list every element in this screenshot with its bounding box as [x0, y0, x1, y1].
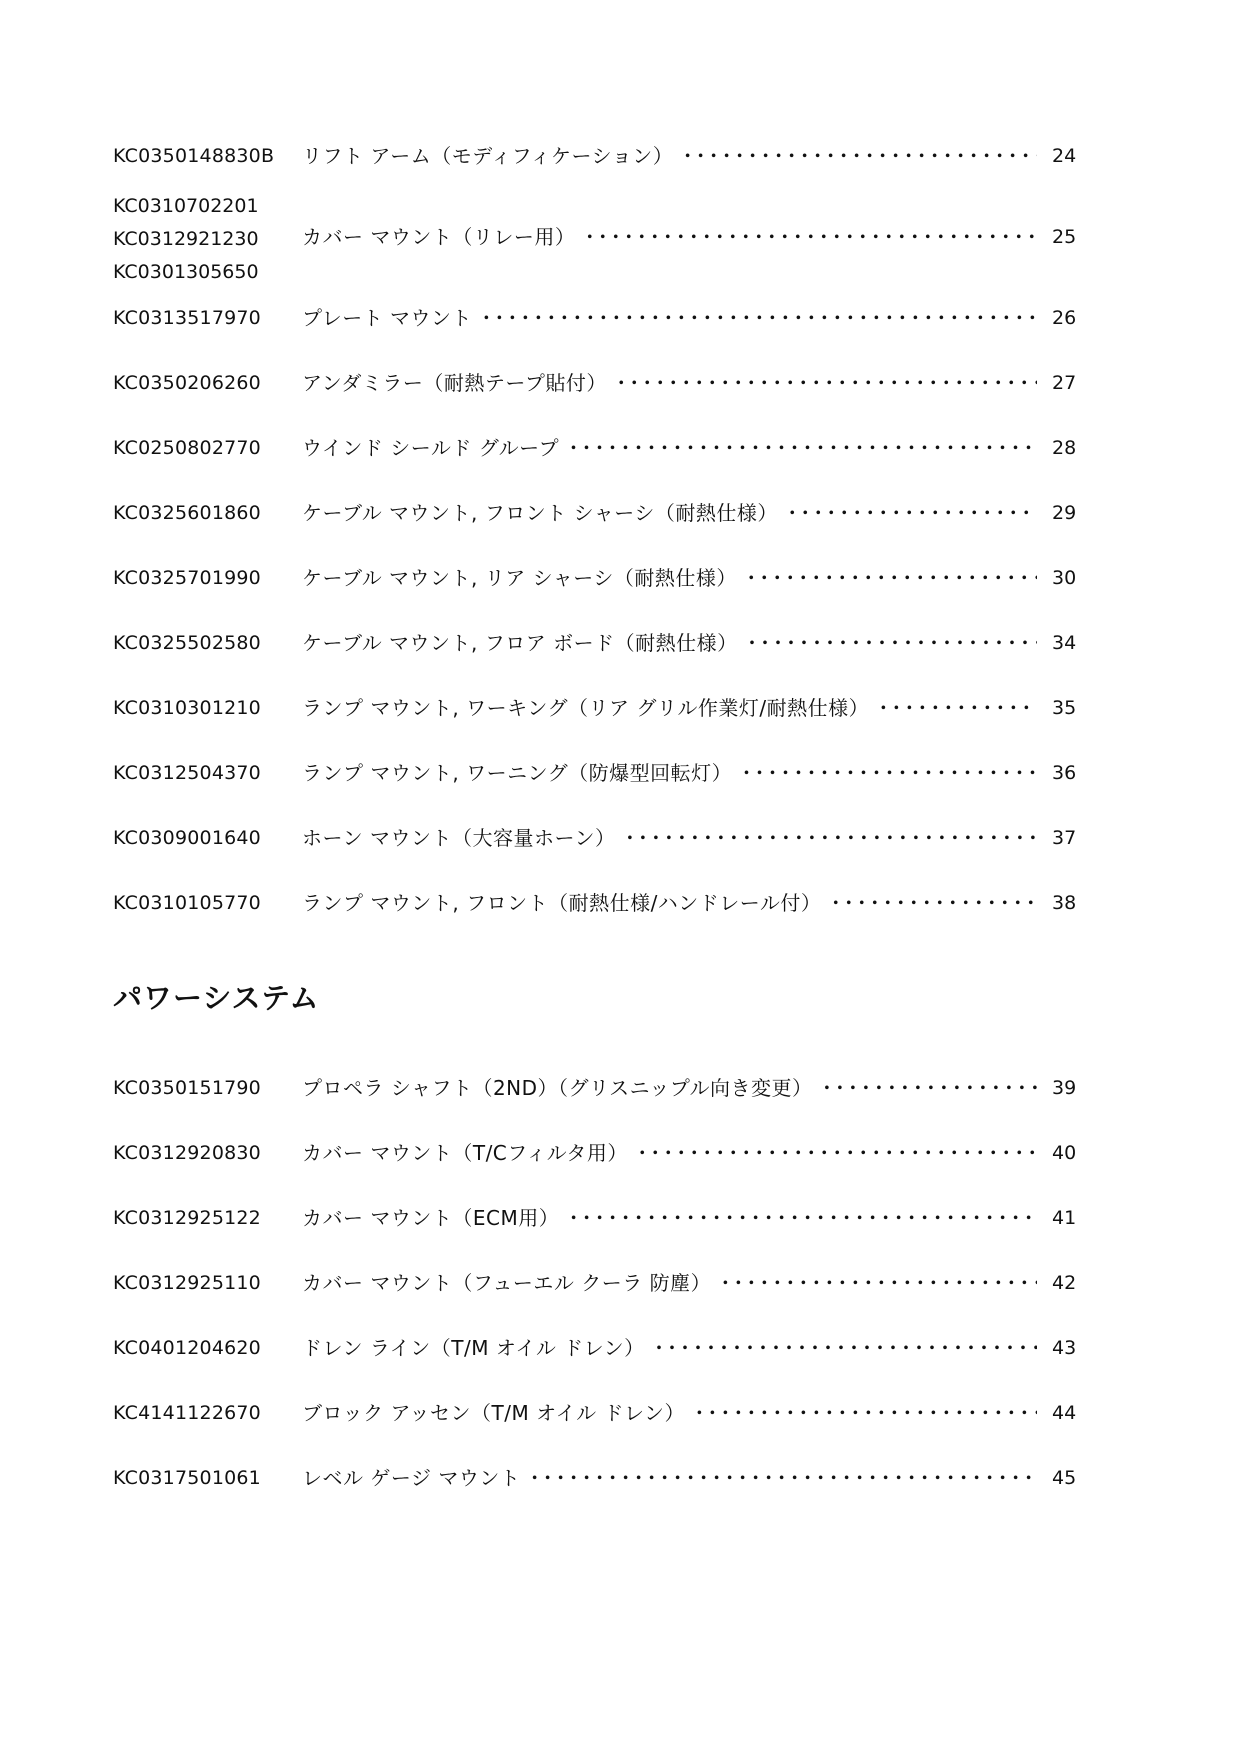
page-number: 26 [1052, 307, 1077, 329]
list-item [0, 368, 1241, 398]
part-description: ケーブル マウント, フロア ボード（耐熱仕様） ･･････････････････････････････････････････････････････････････････････････････････････････････････････････ [302, 628, 1037, 658]
part-description: ケーブル マウント, リア シャーシ（耐熱仕様） ･･････････････････････････････････････････････････････････････････････････････････････････････････････････ [302, 563, 1037, 593]
part-number: KC0325701990 [113, 567, 261, 589]
part-number: KC0312920830 [113, 1142, 261, 1164]
part-number: KC0350151790 [113, 1077, 261, 1099]
part-description: ブロック アッセン（T/M オイル ドレン） ･･････････････････････････････････････････････････････････････････････････････････････････････････････････ [302, 1398, 1037, 1428]
list-item [0, 433, 1241, 463]
list-item [0, 823, 1241, 853]
section-heading: パワーシステム [113, 981, 320, 1015]
part-description: ホーン マウント（大容量ホーン） ･･････････････････････････････････････････････････････････････････････････････････････････････････････････ [302, 823, 1037, 853]
part-description: ウインド シールド グループ ･･････････････････････････････････････････････････････････････････････････････････････････････････････････ [302, 433, 1037, 463]
page-number: 36 [1052, 762, 1077, 784]
part-number: KC0350206260 [113, 372, 261, 394]
page-number: 37 [1052, 827, 1077, 849]
part-description: カバー マウント（ECM用） ･･････････････････････････････････････････････････････････････････････････････････････････････････････････ [302, 1203, 1037, 1233]
part-number: KC0301305650 [113, 261, 259, 283]
page-number: 41 [1052, 1207, 1077, 1229]
list-item [0, 1333, 1241, 1363]
part-number: KC0325502580 [113, 632, 261, 654]
list-item [0, 1268, 1241, 1298]
part-number: KC0401204620 [113, 1337, 261, 1359]
part-number: KC0312921230 [113, 228, 259, 250]
part-number: KC0313517970 [113, 307, 261, 329]
part-number: KC0350148830B [113, 145, 275, 167]
part-number: KC0317501061 [113, 1467, 261, 1489]
part-description: ケーブル マウント, フロント シャーシ（耐熱仕様） ･･････････････････････････････････････････････････････････････････････････････････････････････････････････ [302, 498, 1037, 528]
page-number: 35 [1052, 697, 1077, 719]
list-item [0, 693, 1241, 723]
part-number: KC0310702201 [113, 195, 259, 217]
list-item [0, 563, 1241, 593]
part-number: KC0250802770 [113, 437, 261, 459]
part-description: レベル ゲージ マウント ･･････････････････････････････････････････････････････････････････････････････････････････････････････････ [302, 1463, 1037, 1493]
page-number: 30 [1052, 567, 1077, 589]
page-number: 34 [1052, 632, 1077, 654]
part-number: KC4141122670 [113, 1402, 261, 1424]
page-number: 24 [1052, 145, 1077, 167]
part-description: ランプ マウント, ワーニング（防爆型回転灯） ･･････････････････････････････････････････････････････････････････････････････････････････････････････････ [302, 758, 1037, 788]
part-description: リフト アーム（モディフィケーション） ･･････････････････････････････････････････････････････････････････････････････････････････････････････････ [302, 141, 1037, 171]
list-item [0, 628, 1241, 658]
part-number: KC0325601860 [113, 502, 261, 524]
list-item [0, 888, 1241, 918]
page-number: 25 [1052, 226, 1077, 248]
part-description: カバー マウント（T/Cフィルタ用） ･･････････････････････････････････････････････････････････････････････････････････････････････････････････ [302, 1138, 1037, 1168]
part-number: KC0312925110 [113, 1272, 261, 1294]
page-number: 43 [1052, 1337, 1077, 1359]
part-description: アンダミラー（耐熱テープ貼付） ･･････････････････････････････････････････････････････････････････････････････････････････････････････････ [302, 368, 1037, 398]
part-description: ランプ マウント, フロント（耐熱仕様/ハンドレール付） ･･････････････････････････････････････････････････････････････････････････････････････････････････････････ [302, 888, 1037, 918]
list-item [0, 141, 1241, 171]
part-description: プロペラ シャフト（2ND）（グリスニップル向き変更） ･･････････････････････････････････････････････････････････････････････････････････････････････････････････ [302, 1073, 1037, 1103]
part-number: KC0310105770 [113, 892, 261, 914]
part-number: KC0312504370 [113, 762, 261, 784]
list-item [0, 1398, 1241, 1428]
page-number: 38 [1052, 892, 1077, 914]
part-number: KC0312925122 [113, 1207, 261, 1229]
page-number: 27 [1052, 372, 1077, 394]
part-description: カバー マウント（リレー用） ･･････････････････････････････････････････････････････････････････････････････････････････････････････････ [302, 222, 1037, 252]
list-item [0, 758, 1241, 788]
part-description: カバー マウント（フューエル クーラ 防塵） ･･････････････････････････････････････････････････････････････････････････････････････････････････････････ [302, 1268, 1037, 1298]
list-item [0, 1073, 1241, 1103]
part-description: ランプ マウント, ワーキング（リア グリル作業灯/耐熱仕様） ･･････････････････････････････････････････････････････････････････････････････････････････････････････････ [302, 693, 1037, 723]
page-number: 28 [1052, 437, 1077, 459]
part-description: プレート マウント ･･････････････････････････････････････････････････････････････････････････････････････････････････････････ [302, 303, 1037, 333]
page-number: 40 [1052, 1142, 1077, 1164]
part-number: KC0310301210 [113, 697, 261, 719]
page-number: 29 [1052, 502, 1077, 524]
page-number: 42 [1052, 1272, 1077, 1294]
list-item [0, 1138, 1241, 1168]
list-item [0, 498, 1241, 528]
page-number: 45 [1052, 1467, 1077, 1489]
part-number: KC0309001640 [113, 827, 261, 849]
list-item [0, 303, 1241, 333]
list-item [0, 1463, 1241, 1493]
page-number: 39 [1052, 1077, 1077, 1099]
part-description: ドレン ライン（T/M オイル ドレン） ･･････････････････････････････････････････････････････････････････････････････････････････････････････････ [302, 1333, 1037, 1363]
list-item [0, 1203, 1241, 1233]
page-number: 44 [1052, 1402, 1077, 1424]
